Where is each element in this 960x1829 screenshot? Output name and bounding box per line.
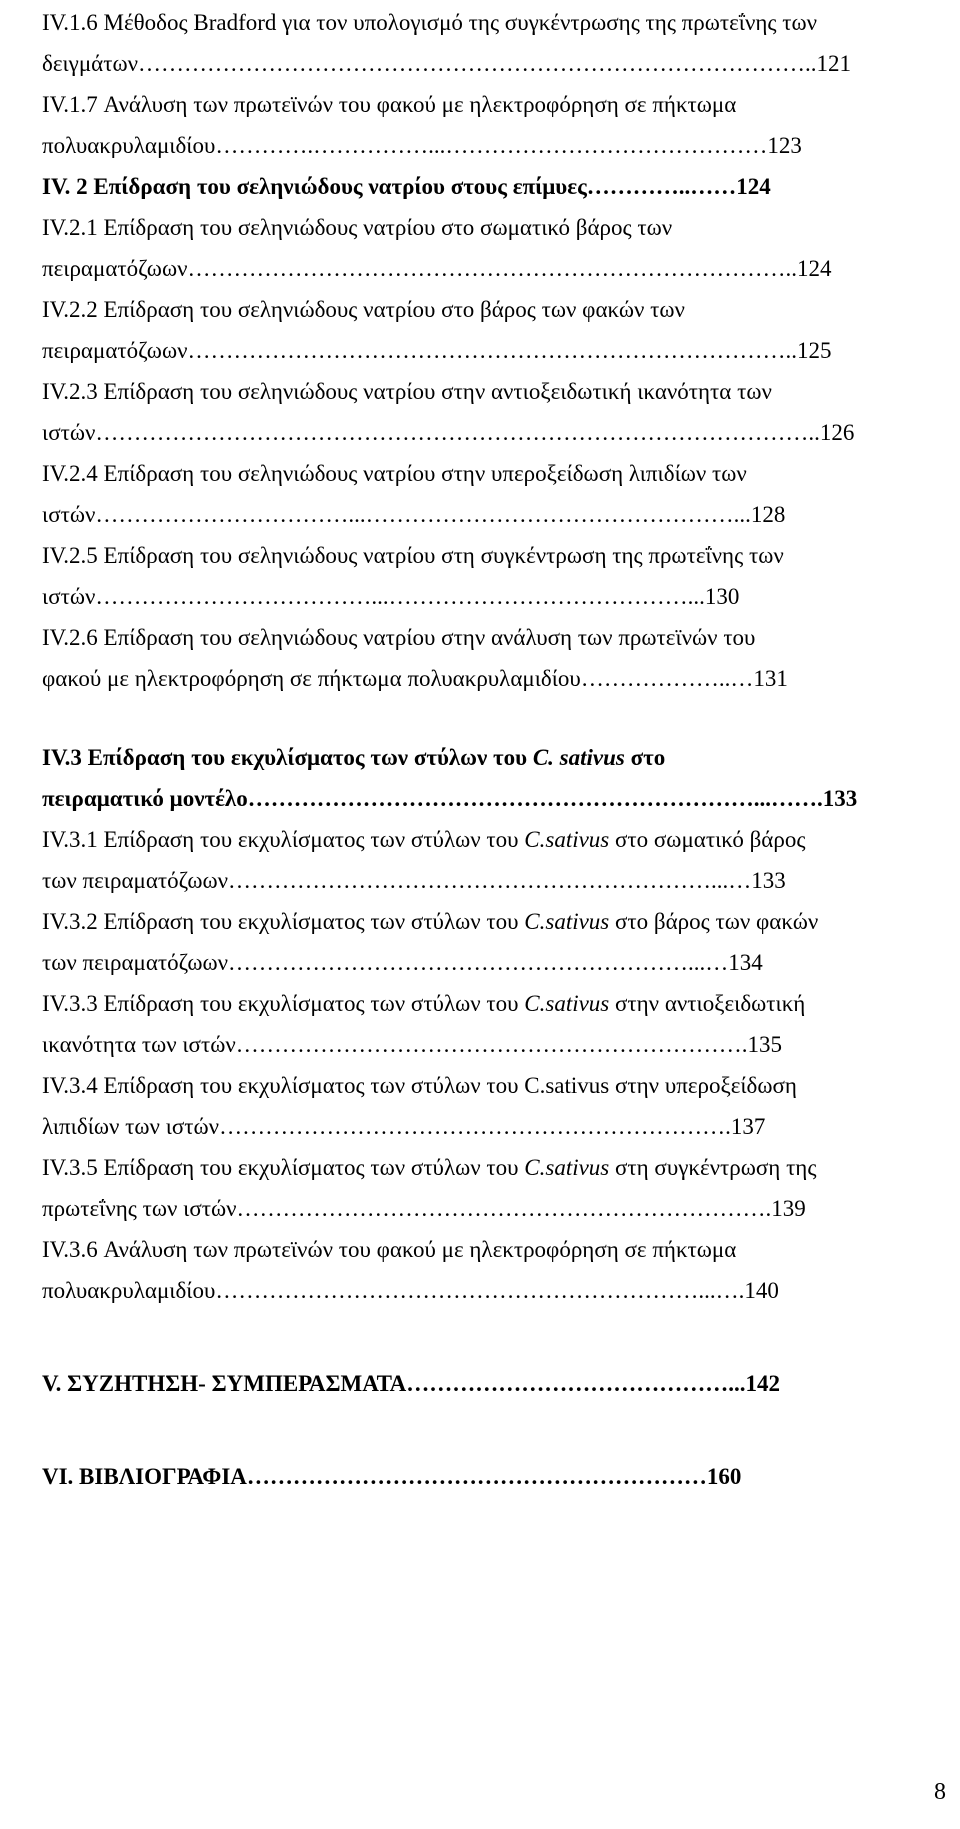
toc-section-heading: IV. 2 Επίδραση του σεληνιώδους νατρίου στους επίμυες…………..……124 bbox=[42, 174, 771, 199]
toc-entry-page-line: πειραματικό μοντέλο…………………………………………………………...…….133 bbox=[42, 786, 858, 811]
spacer bbox=[42, 1404, 928, 1456]
toc-entry-title: IV.3.2 Επίδραση του εκχυλίσματος των στύλων του C.sativus στο βάρος των φακών bbox=[42, 909, 819, 934]
toc-entry-vi bbox=[42, 1456, 928, 1497]
toc-entry-iv-3-4 bbox=[42, 1065, 928, 1147]
toc-entry-title: IV.2.3 Επίδραση του σεληνιώδους νατρίου στην αντιοξειδωτική ικανότητα των bbox=[42, 379, 772, 404]
toc-entry-title: IV.3.6 Ανάλυση των πρωτεϊνών του φακού με ηλεκτροφόρηση σε πήκτωμα bbox=[42, 1237, 737, 1262]
toc-entry-title: IV.2.1 Επίδραση του σεληνιώδους νατρίου στο σωματικό βάρος των bbox=[42, 215, 673, 240]
table-of-contents bbox=[42, 2, 928, 1497]
toc-entry-title: IV.3.5 Επίδραση του εκχυλίσματος των στύλων του C.sativus στη συγκέντρωση της bbox=[42, 1155, 817, 1180]
toc-entry-page-line: ιστών……………………………...…………………………………………...128 bbox=[42, 502, 786, 527]
species-name: C. sativus bbox=[532, 745, 625, 770]
toc-entry-iv-3-2 bbox=[42, 901, 928, 983]
spacer bbox=[42, 699, 928, 737]
species-name: C.sativus bbox=[524, 1155, 610, 1180]
toc-entry-title: IV.1.6 Μέθοδος Bradford για τον υπολογισμό της συγκέντρωσης της πρωτεΐνης των bbox=[42, 10, 818, 35]
toc-entry-iv-2-3 bbox=[42, 371, 928, 453]
toc-entry-page-line: πολυακρυλαμιδίου………….……………...……………………………………123 bbox=[42, 133, 802, 158]
toc-entry-page-line: πρωτεΐνης των ιστών…………………………………………………………….139 bbox=[42, 1196, 806, 1221]
toc-entry-page-line: φακού με ηλεκτροφόρηση σε πήκτωμα πολυακρυλαμιδίου………………..…131 bbox=[42, 666, 788, 691]
toc-entry-page-line: ιστών………………………………...…………………………………...130 bbox=[42, 584, 740, 609]
toc-entry-page-line: ικανότητα των ιστών………………………………………………………….135 bbox=[42, 1032, 782, 1057]
toc-entry-page-line: πολυακρυλαμιδίου………………………………………………………...….140 bbox=[42, 1278, 779, 1303]
toc-entry-title: IV.2.2 Επίδραση του σεληνιώδους νατρίου στο βάρος των φακών των bbox=[42, 297, 685, 322]
toc-entry-iv-2 bbox=[42, 166, 928, 207]
species-name: C.sativus bbox=[524, 909, 610, 934]
toc-entry-title: IV.2.5 Επίδραση του σεληνιώδους νατρίου στη συγκέντρωση της πρωτεΐνης των bbox=[42, 543, 784, 568]
toc-chapter-heading: V. ΣΥΖΗΤΗΣΗ- ΣΥΜΠΕΡΑΣΜΑΤΑ……………………………………...142 bbox=[42, 1371, 781, 1396]
toc-entry-iv-3-5 bbox=[42, 1147, 928, 1229]
toc-entry-page-line: ιστών…………………………………………………………………………………..126 bbox=[42, 420, 855, 445]
toc-entry-title: IV.2.4 Επίδραση του σεληνιώδους νατρίου στην υπεροξείδωση λιπιδίων των bbox=[42, 461, 747, 486]
toc-entry-iv-2-2 bbox=[42, 289, 928, 371]
species-name: C.sativus bbox=[524, 827, 610, 852]
toc-section-heading: IV.3 Επίδραση του εκχυλίσματος των στύλων του C. sativus στο bbox=[42, 745, 666, 770]
toc-entry-iv-2-5 bbox=[42, 535, 928, 617]
toc-entry-iv-2-6 bbox=[42, 617, 928, 699]
toc-entry-v bbox=[42, 1363, 928, 1404]
species-name: C.sativus bbox=[524, 991, 610, 1016]
toc-entry-page-line: των πειραματόζωων………………………………………………………...…133 bbox=[42, 868, 786, 893]
toc-entry-iv-3-1 bbox=[42, 819, 928, 901]
toc-entry-iv-3-6 bbox=[42, 1229, 928, 1311]
toc-entry-title: IV.1.7 Ανάλυση των πρωτεϊνών του φακού με ηλεκτροφόρηση σε πήκτωμα bbox=[42, 92, 737, 117]
page-number: 8 bbox=[934, 1779, 946, 1805]
toc-chapter-heading: VI. ΒΙΒΛΙΟΓΡΑΦΙΑ……………………………………………………160 bbox=[42, 1464, 742, 1489]
toc-entry-title: IV.3.1 Επίδραση του εκχυλίσματος των στύλων του C.sativus στο σωματικό βάρος bbox=[42, 827, 806, 852]
toc-entry-title: IV.3.4 Επίδραση του εκχυλίσματος των στύλων του C.sativus στην υπεροξείδωση bbox=[42, 1073, 797, 1098]
spacer bbox=[42, 1311, 928, 1363]
toc-entry-iv-2-4 bbox=[42, 453, 928, 535]
toc-entry-title: IV.2.6 Επίδραση του σεληνιώδους νατρίου στην ανάλυση των πρωτεϊνών του bbox=[42, 625, 756, 650]
toc-entry-iv-2-1 bbox=[42, 207, 928, 289]
toc-entry-iv-1-6 bbox=[42, 2, 928, 84]
toc-entry-title: IV.3.3 Επίδραση του εκχυλίσματος των στύλων του C.sativus στην αντιοξειδωτική bbox=[42, 991, 806, 1016]
toc-entry-iv-3-3 bbox=[42, 983, 928, 1065]
toc-entry-page-line: πειραματόζωων……………………………………………………………………..124 bbox=[42, 256, 832, 281]
toc-entry-iv-3 bbox=[42, 737, 928, 819]
toc-entry-page-line: των πειραματόζωων……………………………………………………...…134 bbox=[42, 950, 763, 975]
toc-entry-page-line: λιπιδίων των ιστών………………………………………………………….137 bbox=[42, 1114, 766, 1139]
toc-entry-page-line: δειγμάτων……………………………………………………………………………..121 bbox=[42, 51, 852, 76]
toc-entry-page-line: πειραματόζωων……………………………………………………………………..125 bbox=[42, 338, 832, 363]
toc-entry-iv-1-7 bbox=[42, 84, 928, 166]
